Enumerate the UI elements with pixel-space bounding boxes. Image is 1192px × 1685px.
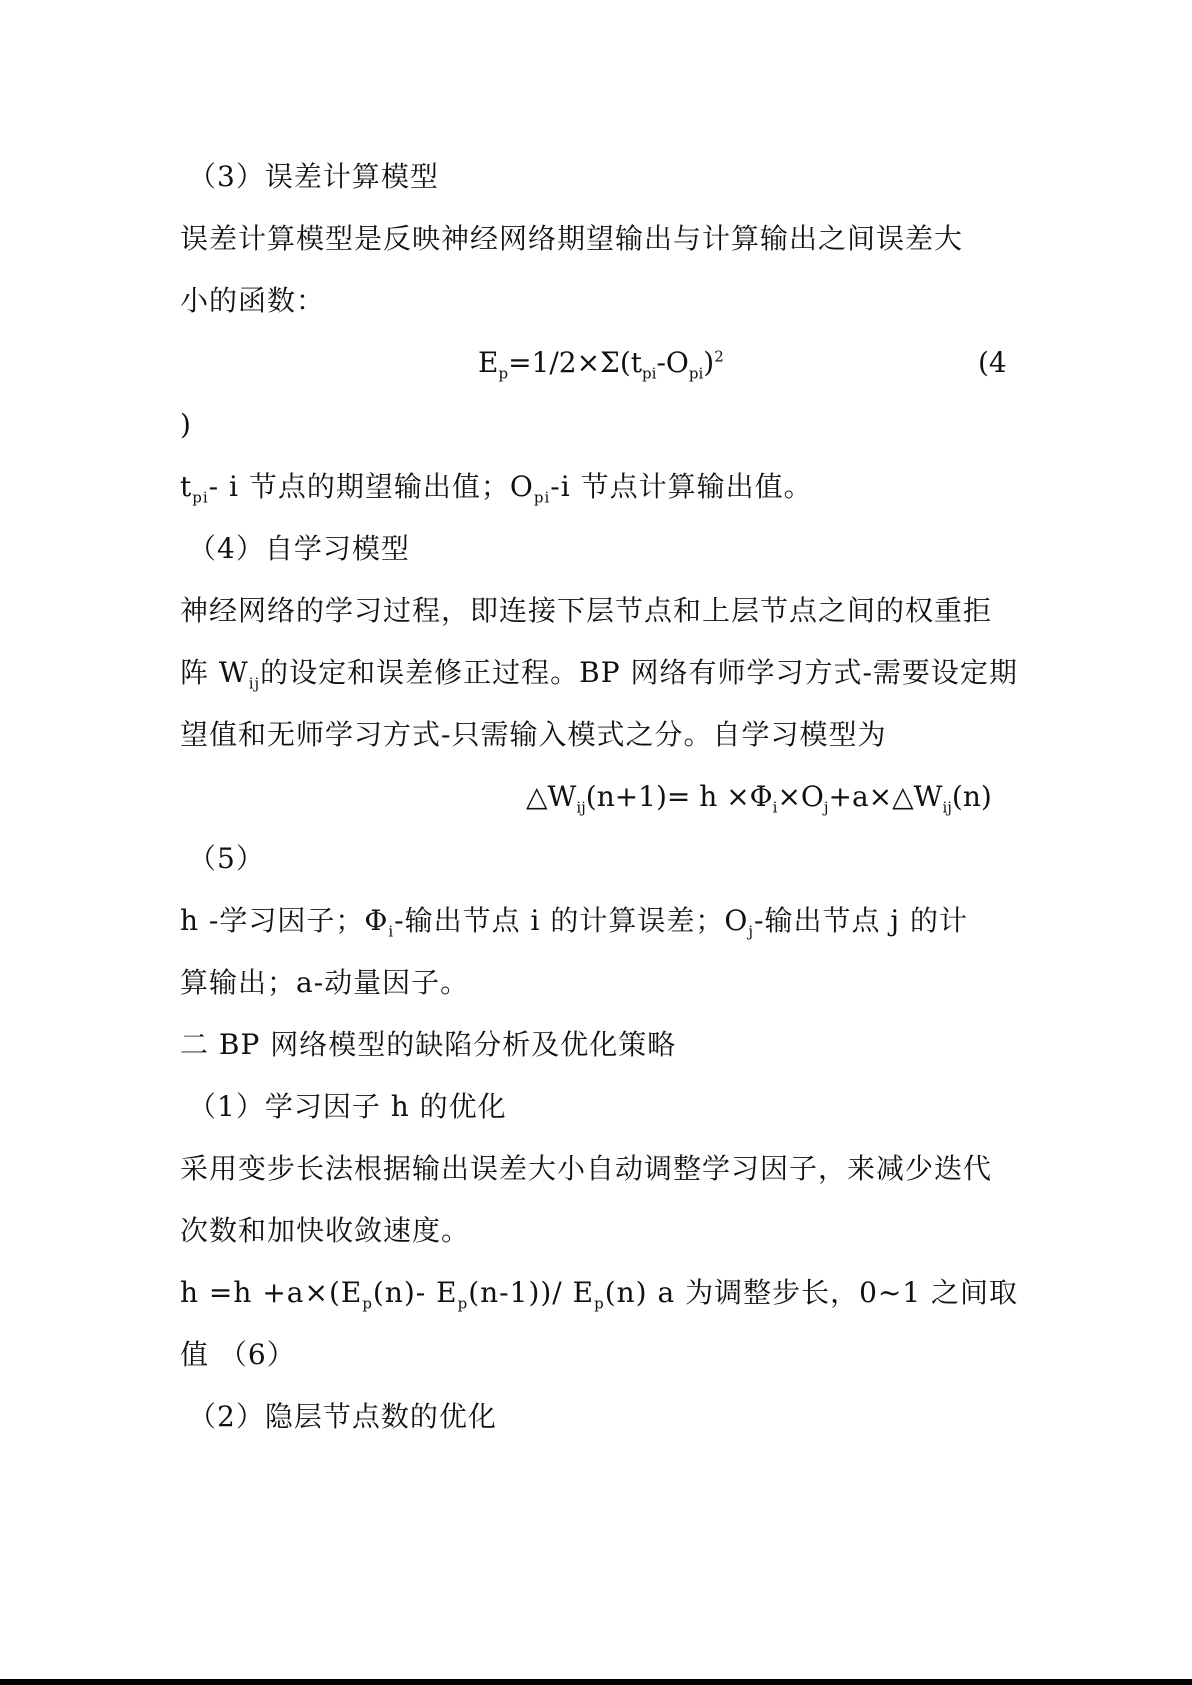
f5-b-sub: i (772, 798, 778, 817)
formula-4-close: ) (703, 346, 715, 379)
f6-sub1: p (362, 1294, 373, 1313)
section-heading-2: 二 BP 网络模型的缺陷分析及优化策略 (180, 1028, 677, 1061)
f5-a-sub: ij (576, 798, 586, 817)
f6-part3: (n-1))/ E (468, 1276, 595, 1309)
def4-text-b: -i 节点计算输出值。 (550, 470, 813, 503)
f5-d-sub: ij (942, 798, 952, 817)
def4-t-sub: pi (192, 488, 209, 507)
formula-4-sub2: pi (688, 364, 704, 383)
heading-error-model: （3）误差计算模型 (188, 160, 439, 193)
def4-o-sub: pi (533, 488, 551, 507)
f6-sub2: p (457, 1294, 469, 1313)
formula-4-lhs-sub: p (498, 364, 509, 383)
f5-c: ×O (777, 780, 824, 813)
equation-number-5: （5） (188, 842, 265, 875)
paragraph-learning-2 (180, 656, 1018, 693)
formula-5 (526, 780, 992, 817)
f5-e: (n) (951, 780, 992, 813)
formula-6 (180, 1276, 1019, 1313)
f6-part1: h =h +a×(E (180, 1276, 363, 1309)
p2b-sub: ij (248, 674, 261, 693)
heading-learning-factor: （1）学习因子 h 的优化 (188, 1090, 507, 1123)
f6-part4: (n) a 为调整步长，0~1 之间取 (604, 1276, 1019, 1309)
paragraph-learning-1: 神经网络的学习过程，即连接下层节点和上层节点之间的权重拒 (180, 594, 993, 627)
paragraph-step-2: 次数和加快收敛速度。 (180, 1214, 471, 1247)
def5-part2: -输出节点 i 的计算误差；O (394, 904, 749, 937)
paragraph-error-model-2: 小的函数： (180, 284, 326, 317)
p2b-part2: 的设定和误差修正过程。BP 网络有师学习方式-需要设定期 (260, 656, 1018, 689)
f5-d: +a×△W (828, 780, 943, 813)
formula-4-lhs: E (478, 346, 499, 379)
heading-self-learning: （4）自学习模型 (188, 532, 410, 565)
formula-4-sub1: pi (642, 364, 657, 383)
def5-part3: -输出节点 j 的计 (754, 904, 968, 937)
f5-c-sub: j (823, 798, 829, 817)
paragraph-error-model-1: 误差计算模型是反映神经网络期望输出与计算输出之间误差大 (180, 222, 964, 255)
formula-4-mid: =1/2×Σ(t (508, 346, 643, 379)
def5-sub-i: i (388, 922, 395, 941)
f6-part2: (n)- E (372, 1276, 458, 1309)
definition-4 (180, 470, 813, 507)
def5-part1: h -学习因子；Φ (180, 904, 389, 937)
def5-sub-j: j (748, 922, 755, 941)
f5-b: (n+1)= h ×Φ (585, 780, 773, 813)
formula-4-mid2: -O (656, 346, 689, 379)
definition-5-2: 算输出；a-动量因子。 (180, 966, 470, 999)
formula-4 (478, 346, 724, 383)
def4-text: - i 节点的期望输出值；O (208, 470, 534, 503)
f6-sub3: p (594, 1294, 605, 1313)
equation-number-4-open: (4 (978, 346, 1007, 379)
paragraph-learning-3: 望值和无师学习方式-只需输入模式之分。自学习模型为 (180, 718, 887, 751)
bottom-border (0, 1679, 1192, 1685)
equation-number-4-close: ) (180, 408, 192, 441)
def4-t: t (180, 470, 193, 503)
paragraph-step-1: 采用变步长法根据输出误差大小自动调整学习因子，来减少迭代 (180, 1152, 993, 1185)
definition-5-1 (180, 904, 968, 941)
formula-4-sup: 2 (714, 347, 724, 366)
p2b-part1: 阵 W (180, 656, 249, 689)
f5-a: △W (526, 780, 577, 813)
formula-6-end: 值 （6） (180, 1338, 296, 1371)
heading-hidden-nodes: （2）隐层节点数的优化 (188, 1400, 497, 1433)
